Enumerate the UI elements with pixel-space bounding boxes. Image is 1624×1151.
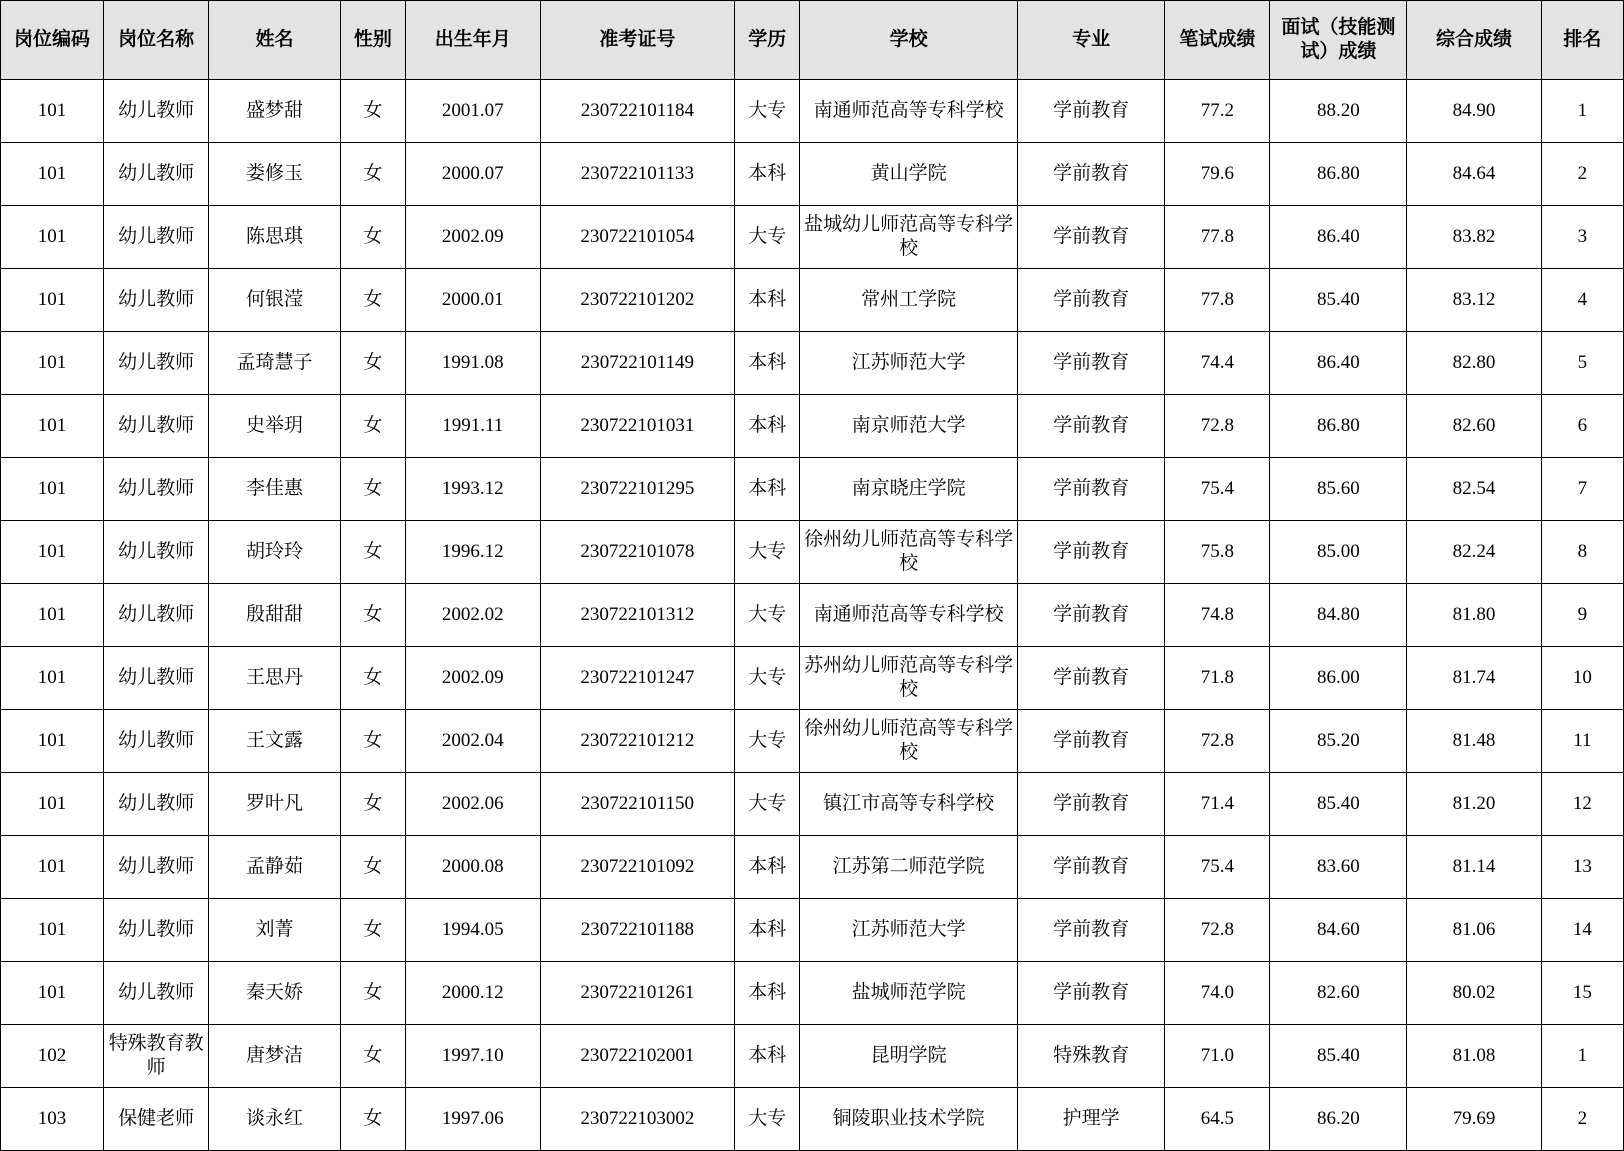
cell-education: 大专 — [735, 584, 800, 647]
cell-interview-score: 86.20 — [1270, 1088, 1407, 1151]
cell-post-code: 101 — [1, 395, 104, 458]
cell-admission-ticket: 230722101295 — [540, 458, 735, 521]
cell-post-name: 幼儿教师 — [104, 143, 209, 206]
cell-total-score: 82.80 — [1407, 332, 1542, 395]
cell-admission-ticket: 230722103002 — [540, 1088, 735, 1151]
cell-written-score: 72.8 — [1165, 395, 1270, 458]
cell-post-code: 102 — [1, 1025, 104, 1088]
cell-total-score: 84.90 — [1407, 80, 1542, 143]
cell-birth-date: 1997.10 — [405, 1025, 540, 1088]
cell-education: 大专 — [735, 206, 800, 269]
column-header-major: 专业 — [1018, 1, 1165, 80]
cell-rank: 7 — [1541, 458, 1623, 521]
cell-post-name: 幼儿教师 — [104, 647, 209, 710]
cell-applicant-name: 殷甜甜 — [209, 584, 340, 647]
cell-gender: 女 — [340, 458, 405, 521]
cell-total-score: 84.64 — [1407, 143, 1542, 206]
table-header-row — [1, 1, 1624, 80]
column-header-rank: 排名 — [1541, 1, 1623, 80]
cell-major: 特殊教育 — [1018, 1025, 1165, 1088]
cell-total-score: 81.20 — [1407, 773, 1542, 836]
cell-post-name: 幼儿教师 — [104, 584, 209, 647]
cell-gender: 女 — [340, 395, 405, 458]
cell-education: 本科 — [735, 962, 800, 1025]
table-row — [1, 962, 1624, 1025]
cell-applicant-name: 刘菁 — [209, 899, 340, 962]
cell-applicant-name: 罗叶凡 — [209, 773, 340, 836]
cell-education: 大专 — [735, 710, 800, 773]
column-header-written-score: 笔试成绩 — [1165, 1, 1270, 80]
cell-post-code: 101 — [1, 269, 104, 332]
cell-written-score: 71.8 — [1165, 647, 1270, 710]
cell-major: 学前教育 — [1018, 143, 1165, 206]
cell-admission-ticket: 230722101202 — [540, 269, 735, 332]
table-row — [1, 710, 1624, 773]
cell-education: 本科 — [735, 269, 800, 332]
table-row — [1, 269, 1624, 332]
cell-applicant-name: 孟琦慧子 — [209, 332, 340, 395]
cell-gender: 女 — [340, 773, 405, 836]
cell-written-score: 71.0 — [1165, 1025, 1270, 1088]
cell-total-score: 81.06 — [1407, 899, 1542, 962]
cell-post-name: 幼儿教师 — [104, 206, 209, 269]
cell-school: 江苏师范大学 — [800, 899, 1018, 962]
cell-post-name: 幼儿教师 — [104, 710, 209, 773]
cell-total-score: 82.60 — [1407, 395, 1542, 458]
cell-rank: 1 — [1541, 1025, 1623, 1088]
cell-post-name: 幼儿教师 — [104, 269, 209, 332]
table-row — [1, 458, 1624, 521]
cell-post-code: 101 — [1, 899, 104, 962]
column-header-admission-ticket: 准考证号 — [540, 1, 735, 80]
cell-interview-score: 83.60 — [1270, 836, 1407, 899]
cell-admission-ticket: 230722101149 — [540, 332, 735, 395]
cell-education: 本科 — [735, 836, 800, 899]
cell-total-score: 79.69 — [1407, 1088, 1542, 1151]
cell-major: 学前教育 — [1018, 836, 1165, 899]
cell-written-score: 77.8 — [1165, 269, 1270, 332]
cell-gender: 女 — [340, 710, 405, 773]
cell-major: 学前教育 — [1018, 206, 1165, 269]
cell-school: 苏州幼儿师范高等专科学校 — [800, 647, 1018, 710]
table-row — [1, 332, 1624, 395]
column-header-school: 学校 — [800, 1, 1018, 80]
cell-applicant-name: 王文露 — [209, 710, 340, 773]
cell-gender: 女 — [340, 584, 405, 647]
cell-rank: 5 — [1541, 332, 1623, 395]
cell-school: 徐州幼儿师范高等专科学校 — [800, 521, 1018, 584]
cell-admission-ticket: 230722101133 — [540, 143, 735, 206]
cell-rank: 2 — [1541, 1088, 1623, 1151]
cell-interview-score: 86.80 — [1270, 395, 1407, 458]
cell-post-code: 101 — [1, 143, 104, 206]
cell-total-score: 82.24 — [1407, 521, 1542, 584]
cell-post-code: 101 — [1, 773, 104, 836]
table-row — [1, 1025, 1624, 1088]
column-header-applicant-name: 姓名 — [209, 1, 340, 80]
cell-gender: 女 — [340, 269, 405, 332]
column-header-education: 学历 — [735, 1, 800, 80]
column-header-post-code: 岗位编码 — [1, 1, 104, 80]
cell-school: 江苏第二师范学院 — [800, 836, 1018, 899]
cell-major: 学前教育 — [1018, 269, 1165, 332]
cell-rank: 11 — [1541, 710, 1623, 773]
cell-birth-date: 1996.12 — [405, 521, 540, 584]
cell-education: 本科 — [735, 899, 800, 962]
cell-birth-date: 2002.09 — [405, 647, 540, 710]
cell-rank: 10 — [1541, 647, 1623, 710]
table-row — [1, 80, 1624, 143]
cell-major: 学前教育 — [1018, 899, 1165, 962]
cell-post-name: 幼儿教师 — [104, 773, 209, 836]
cell-school: 盐城师范学院 — [800, 962, 1018, 1025]
cell-gender: 女 — [340, 521, 405, 584]
cell-applicant-name: 胡玲玲 — [209, 521, 340, 584]
cell-admission-ticket: 230722101212 — [540, 710, 735, 773]
cell-school: 南通师范高等专科学校 — [800, 80, 1018, 143]
cell-school: 昆明学院 — [800, 1025, 1018, 1088]
cell-post-code: 103 — [1, 1088, 104, 1151]
cell-education: 本科 — [735, 143, 800, 206]
cell-major: 学前教育 — [1018, 773, 1165, 836]
cell-admission-ticket: 230722101184 — [540, 80, 735, 143]
cell-interview-score: 85.20 — [1270, 710, 1407, 773]
cell-major: 学前教育 — [1018, 80, 1165, 143]
cell-applicant-name: 孟静茹 — [209, 836, 340, 899]
cell-interview-score: 86.80 — [1270, 143, 1407, 206]
cell-major: 学前教育 — [1018, 710, 1165, 773]
cell-birth-date: 2000.12 — [405, 962, 540, 1025]
cell-written-score: 72.8 — [1165, 899, 1270, 962]
table-row — [1, 584, 1624, 647]
cell-school: 江苏师范大学 — [800, 332, 1018, 395]
cell-school: 铜陵职业技术学院 — [800, 1088, 1018, 1151]
table-row — [1, 836, 1624, 899]
cell-gender: 女 — [340, 962, 405, 1025]
cell-written-score: 74.8 — [1165, 584, 1270, 647]
cell-school: 黄山学院 — [800, 143, 1018, 206]
cell-admission-ticket: 230722101261 — [540, 962, 735, 1025]
cell-total-score: 83.82 — [1407, 206, 1542, 269]
table-row — [1, 395, 1624, 458]
cell-rank: 12 — [1541, 773, 1623, 836]
cell-gender: 女 — [340, 332, 405, 395]
cell-school: 镇江市高等专科学校 — [800, 773, 1018, 836]
cell-post-name: 幼儿教师 — [104, 80, 209, 143]
cell-birth-date: 2002.04 — [405, 710, 540, 773]
cell-school: 南京晓庄学院 — [800, 458, 1018, 521]
cell-rank: 13 — [1541, 836, 1623, 899]
cell-post-name: 幼儿教师 — [104, 458, 209, 521]
cell-interview-score: 84.60 — [1270, 899, 1407, 962]
cell-admission-ticket: 230722101092 — [540, 836, 735, 899]
table-row — [1, 1088, 1624, 1151]
cell-written-score: 75.4 — [1165, 458, 1270, 521]
cell-birth-date: 1993.12 — [405, 458, 540, 521]
cell-applicant-name: 秦天娇 — [209, 962, 340, 1025]
cell-gender: 女 — [340, 206, 405, 269]
cell-admission-ticket: 230722101031 — [540, 395, 735, 458]
cell-post-name: 保健老师 — [104, 1088, 209, 1151]
cell-applicant-name: 李佳惠 — [209, 458, 340, 521]
cell-education: 大专 — [735, 647, 800, 710]
cell-post-code: 101 — [1, 710, 104, 773]
cell-admission-ticket: 230722101078 — [540, 521, 735, 584]
cell-rank: 6 — [1541, 395, 1623, 458]
cell-total-score: 81.14 — [1407, 836, 1542, 899]
cell-birth-date: 2000.08 — [405, 836, 540, 899]
cell-post-code: 101 — [1, 80, 104, 143]
cell-interview-score: 85.40 — [1270, 1025, 1407, 1088]
cell-admission-ticket: 230722101247 — [540, 647, 735, 710]
cell-written-score: 75.8 — [1165, 521, 1270, 584]
cell-major: 学前教育 — [1018, 332, 1165, 395]
cell-post-code: 101 — [1, 206, 104, 269]
cell-applicant-name: 娄修玉 — [209, 143, 340, 206]
cell-birth-date: 1994.05 — [405, 899, 540, 962]
cell-major: 学前教育 — [1018, 962, 1165, 1025]
cell-rank: 8 — [1541, 521, 1623, 584]
cell-birth-date: 2001.07 — [405, 80, 540, 143]
cell-applicant-name: 陈思琪 — [209, 206, 340, 269]
cell-school: 盐城幼儿师范高等专科学校 — [800, 206, 1018, 269]
cell-gender: 女 — [340, 647, 405, 710]
table-body — [1, 80, 1624, 1151]
cell-post-name: 幼儿教师 — [104, 332, 209, 395]
cell-post-code: 101 — [1, 521, 104, 584]
cell-interview-score: 85.00 — [1270, 521, 1407, 584]
cell-interview-score: 86.40 — [1270, 332, 1407, 395]
cell-post-code: 101 — [1, 332, 104, 395]
cell-gender: 女 — [340, 899, 405, 962]
column-header-gender: 性别 — [340, 1, 405, 80]
cell-post-name: 幼儿教师 — [104, 395, 209, 458]
cell-school: 南通师范高等专科学校 — [800, 584, 1018, 647]
column-header-total-score: 综合成绩 — [1407, 1, 1542, 80]
cell-total-score: 81.48 — [1407, 710, 1542, 773]
cell-total-score: 81.74 — [1407, 647, 1542, 710]
cell-post-code: 101 — [1, 458, 104, 521]
cell-written-score: 72.8 — [1165, 710, 1270, 773]
cell-education: 大专 — [735, 773, 800, 836]
cell-post-name: 幼儿教师 — [104, 836, 209, 899]
cell-applicant-name: 谈永红 — [209, 1088, 340, 1151]
table-header — [1, 1, 1624, 80]
cell-rank: 3 — [1541, 206, 1623, 269]
cell-education: 大专 — [735, 1088, 800, 1151]
cell-post-code: 101 — [1, 836, 104, 899]
cell-written-score: 75.4 — [1165, 836, 1270, 899]
cell-birth-date: 2002.09 — [405, 206, 540, 269]
cell-post-name: 幼儿教师 — [104, 962, 209, 1025]
table-row — [1, 899, 1624, 962]
cell-birth-date: 2002.02 — [405, 584, 540, 647]
cell-applicant-name: 盛梦甜 — [209, 80, 340, 143]
cell-admission-ticket: 230722102001 — [540, 1025, 735, 1088]
column-header-post-name: 岗位名称 — [104, 1, 209, 80]
cell-written-score: 74.4 — [1165, 332, 1270, 395]
cell-gender: 女 — [340, 1088, 405, 1151]
cell-major: 学前教育 — [1018, 521, 1165, 584]
cell-admission-ticket: 230722101188 — [540, 899, 735, 962]
cell-gender: 女 — [340, 1025, 405, 1088]
cell-written-score: 77.2 — [1165, 80, 1270, 143]
cell-applicant-name: 王思丹 — [209, 647, 340, 710]
table-row — [1, 773, 1624, 836]
cell-applicant-name: 史举玥 — [209, 395, 340, 458]
cell-interview-score: 82.60 — [1270, 962, 1407, 1025]
cell-school: 南京师范大学 — [800, 395, 1018, 458]
cell-school: 常州工学院 — [800, 269, 1018, 332]
cell-birth-date: 2002.06 — [405, 773, 540, 836]
cell-rank: 15 — [1541, 962, 1623, 1025]
cell-written-score: 77.8 — [1165, 206, 1270, 269]
cell-rank: 1 — [1541, 80, 1623, 143]
cell-birth-date: 1991.08 — [405, 332, 540, 395]
cell-interview-score: 85.40 — [1270, 773, 1407, 836]
cell-total-score: 83.12 — [1407, 269, 1542, 332]
cell-total-score: 81.80 — [1407, 584, 1542, 647]
cell-post-name: 特殊教育教师 — [104, 1025, 209, 1088]
cell-written-score: 71.4 — [1165, 773, 1270, 836]
cell-major: 学前教育 — [1018, 458, 1165, 521]
table-row — [1, 206, 1624, 269]
cell-gender: 女 — [340, 80, 405, 143]
cell-interview-score: 84.80 — [1270, 584, 1407, 647]
cell-gender: 女 — [340, 836, 405, 899]
cell-gender: 女 — [340, 143, 405, 206]
cell-birth-date: 2000.01 — [405, 269, 540, 332]
cell-post-code: 101 — [1, 962, 104, 1025]
cell-birth-date: 1991.11 — [405, 395, 540, 458]
cell-admission-ticket: 230722101150 — [540, 773, 735, 836]
cell-birth-date: 1997.06 — [405, 1088, 540, 1151]
table-row — [1, 647, 1624, 710]
cell-education: 本科 — [735, 458, 800, 521]
cell-admission-ticket: 230722101312 — [540, 584, 735, 647]
cell-interview-score: 85.60 — [1270, 458, 1407, 521]
cell-major: 学前教育 — [1018, 647, 1165, 710]
cell-rank: 2 — [1541, 143, 1623, 206]
cell-rank: 4 — [1541, 269, 1623, 332]
cell-interview-score: 86.40 — [1270, 206, 1407, 269]
cell-major: 学前教育 — [1018, 584, 1165, 647]
cell-education: 大专 — [735, 80, 800, 143]
cell-written-score: 74.0 — [1165, 962, 1270, 1025]
table-row — [1, 521, 1624, 584]
table-row — [1, 143, 1624, 206]
cell-rank: 14 — [1541, 899, 1623, 962]
cell-interview-score: 88.20 — [1270, 80, 1407, 143]
cell-education: 本科 — [735, 332, 800, 395]
cell-written-score: 64.5 — [1165, 1088, 1270, 1151]
cell-admission-ticket: 230722101054 — [540, 206, 735, 269]
column-header-birth-date: 出生年月 — [405, 1, 540, 80]
cell-applicant-name: 何银滢 — [209, 269, 340, 332]
cell-major: 学前教育 — [1018, 395, 1165, 458]
cell-total-score: 81.08 — [1407, 1025, 1542, 1088]
column-header-interview-score: 面试（技能测试）成绩 — [1270, 1, 1407, 80]
cell-written-score: 79.6 — [1165, 143, 1270, 206]
cell-school: 徐州幼儿师范高等专科学校 — [800, 710, 1018, 773]
cell-post-code: 101 — [1, 647, 104, 710]
cell-education: 本科 — [735, 395, 800, 458]
cell-education: 本科 — [735, 1025, 800, 1088]
cell-applicant-name: 唐梦洁 — [209, 1025, 340, 1088]
cell-major: 护理学 — [1018, 1088, 1165, 1151]
cell-interview-score: 85.40 — [1270, 269, 1407, 332]
cell-post-name: 幼儿教师 — [104, 899, 209, 962]
cell-birth-date: 2000.07 — [405, 143, 540, 206]
cell-post-name: 幼儿教师 — [104, 521, 209, 584]
cell-total-score: 82.54 — [1407, 458, 1542, 521]
cell-post-code: 101 — [1, 584, 104, 647]
cell-rank: 9 — [1541, 584, 1623, 647]
cell-interview-score: 86.00 — [1270, 647, 1407, 710]
cell-total-score: 80.02 — [1407, 962, 1542, 1025]
cell-education: 大专 — [735, 521, 800, 584]
